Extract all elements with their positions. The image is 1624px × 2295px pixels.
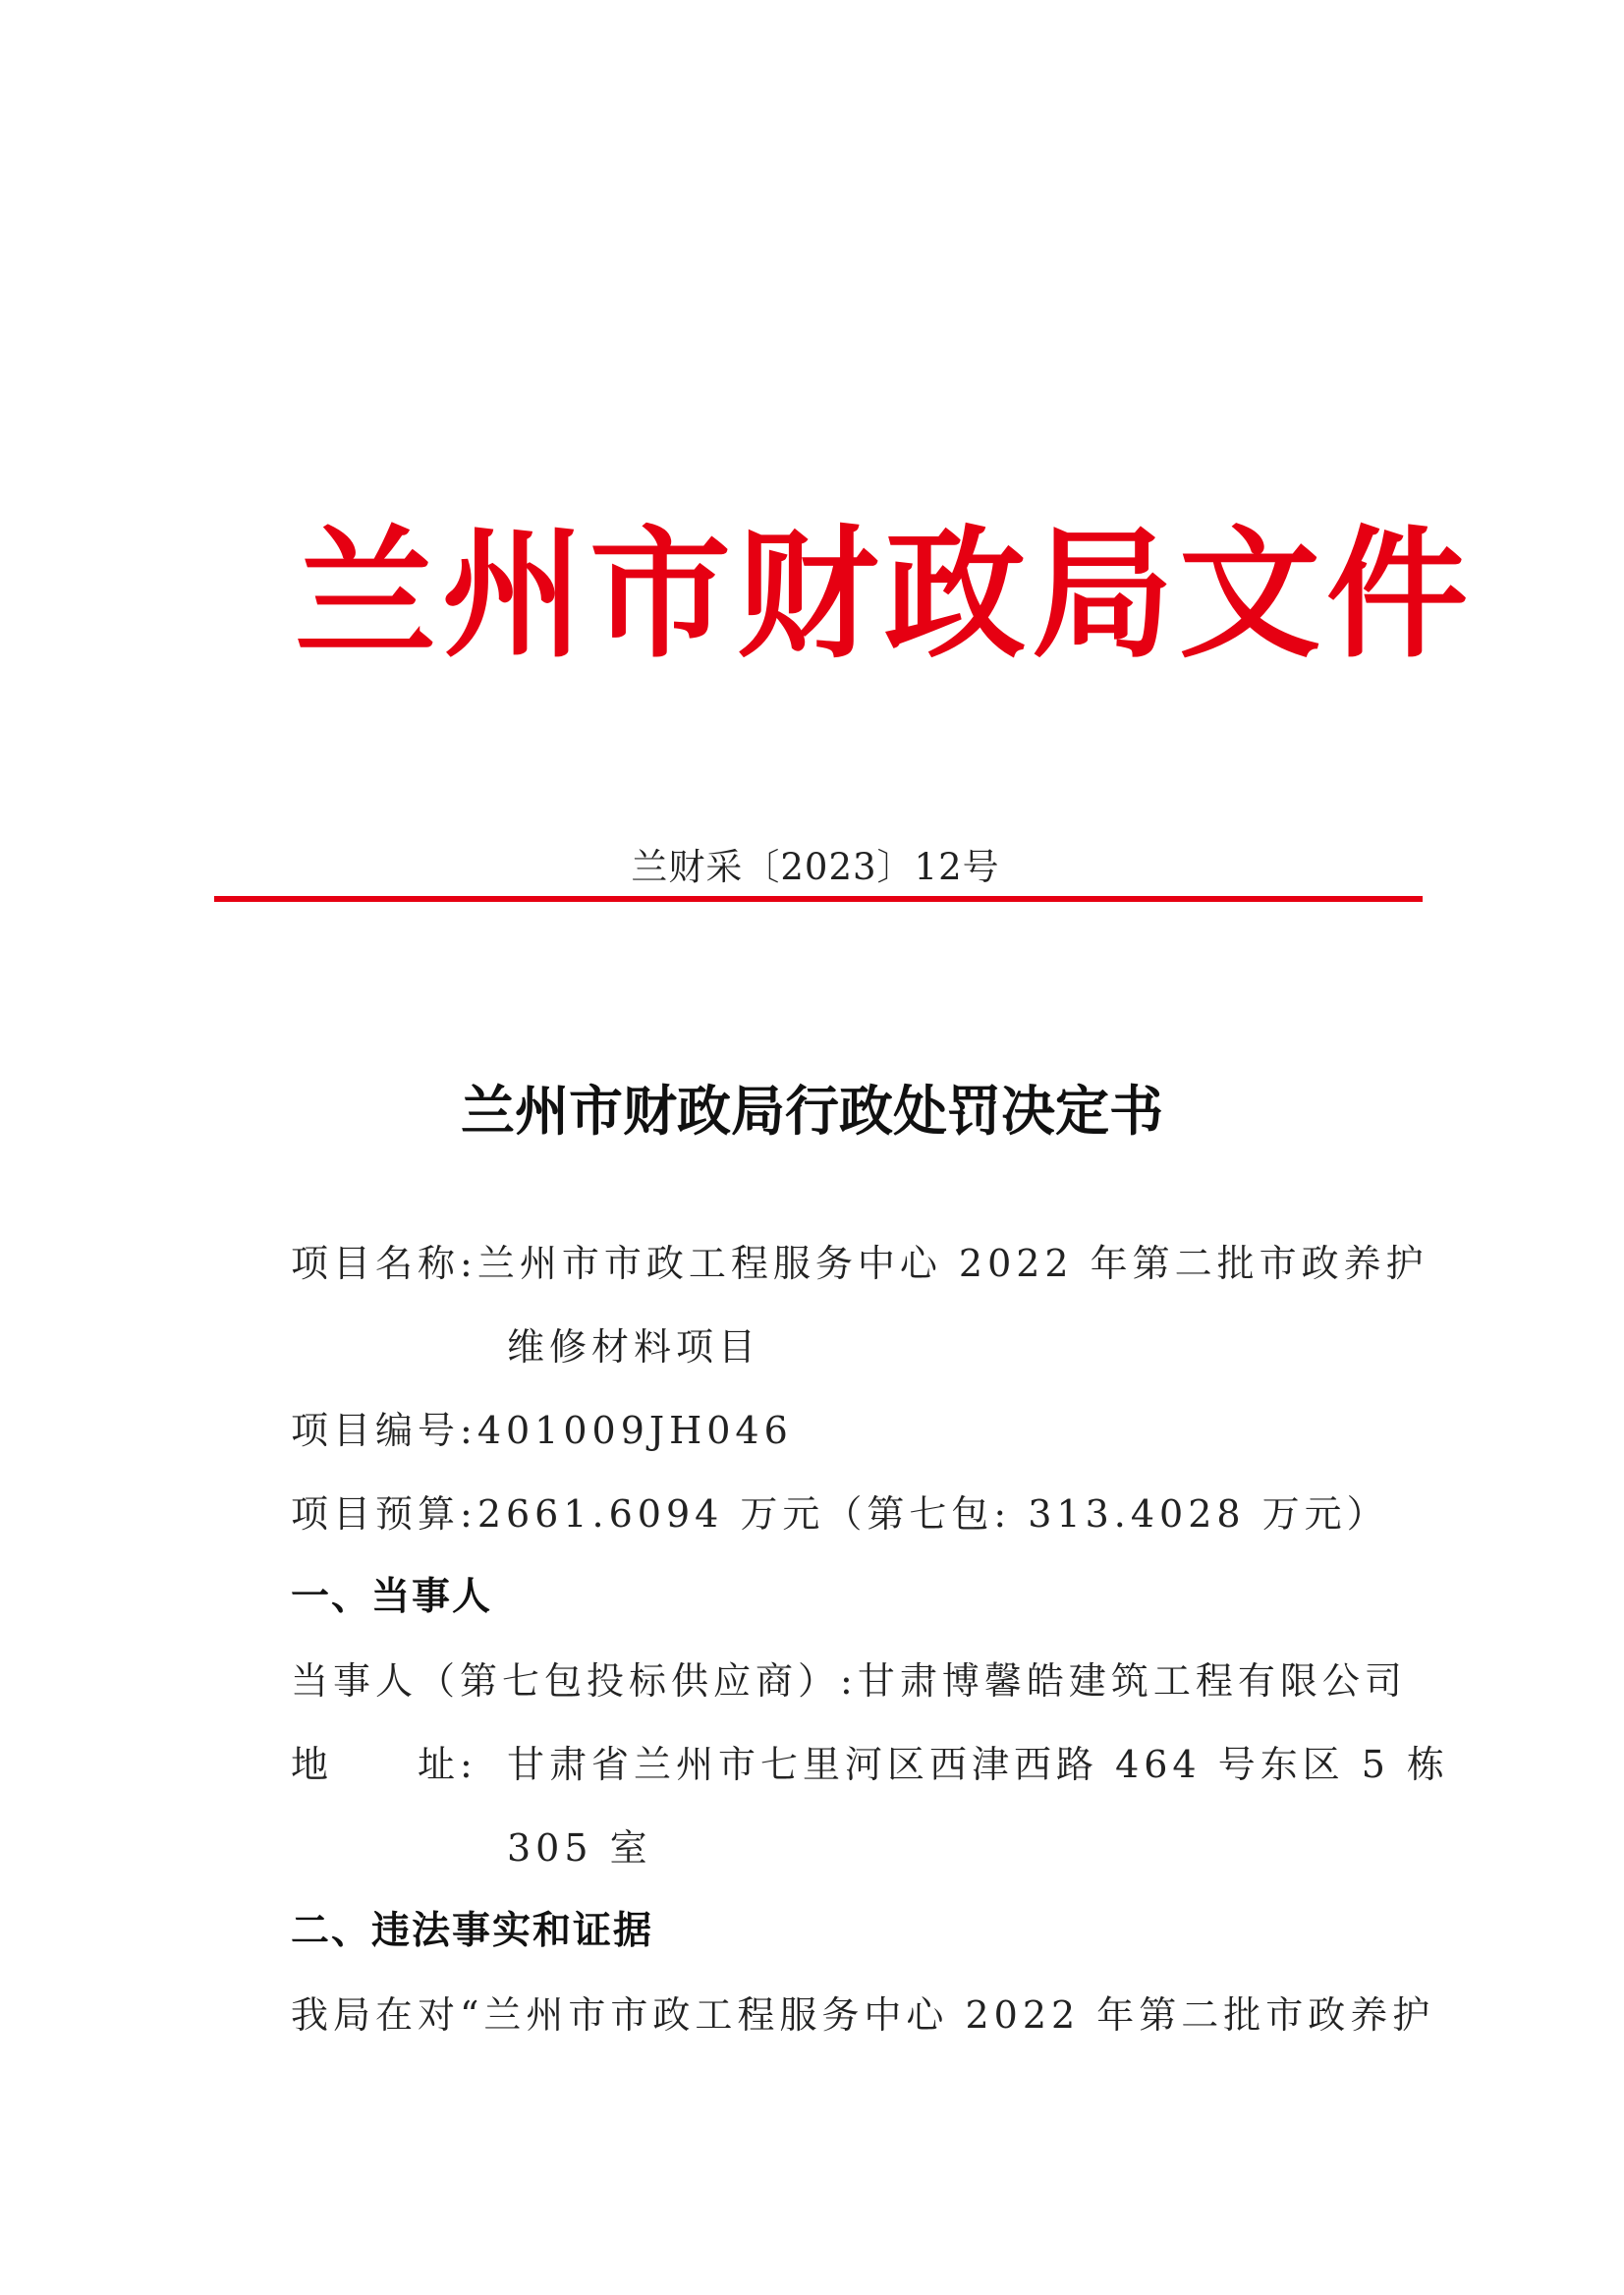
project-budget-label: 项目预算: [291,1492,477,1536]
project-number-line [291,1405,793,1456]
project-number-label: 项目编号: [291,1409,477,1452]
project-name-value: 兰州市市政工程服务中心 2022 年第二批市政养护 [476,1242,1428,1285]
section-heading-party: 一、当事人 [291,1575,493,1619]
address-label: 地 址: [291,1743,477,1786]
project-budget-line [291,1488,1389,1539]
party-line [291,1655,1407,1707]
project-number-value: 401009JH046 [476,1409,793,1452]
facts-body-line: 我局在对“兰州市市政工程服务中心 2022 年第二批市政养护 [291,1993,1435,2037]
section-heading-facts: 二、违法事实和证据 [291,1909,654,1953]
document-number: 兰财采〔2023〕12号 [631,846,1000,888]
address-value: 甘肃省兰州市七里河区西津西路 464 号东区 5 栋 [507,1743,1450,1786]
red-divider-rule [214,896,1423,902]
masthead-title: 兰州市财政局文件 [295,511,1475,677]
project-name-continuation: 维修材料项目 [507,1325,761,1369]
document-title: 兰州市财政局行政处罚决定书 [460,1080,1163,1143]
party-value: 甘肃博馨皓建筑工程有限公司 [857,1659,1407,1703]
address-continuation: 305 室 [507,1826,652,1870]
project-name-line [291,1238,1428,1289]
project-budget-value: 2661.6094 万元（第七包: 313.4028 万元） [476,1492,1389,1536]
project-name-label: 项目名称: [291,1242,477,1285]
party-label: 当事人（第七包投标供应商）: [291,1659,858,1703]
address-line [291,1739,1449,1790]
